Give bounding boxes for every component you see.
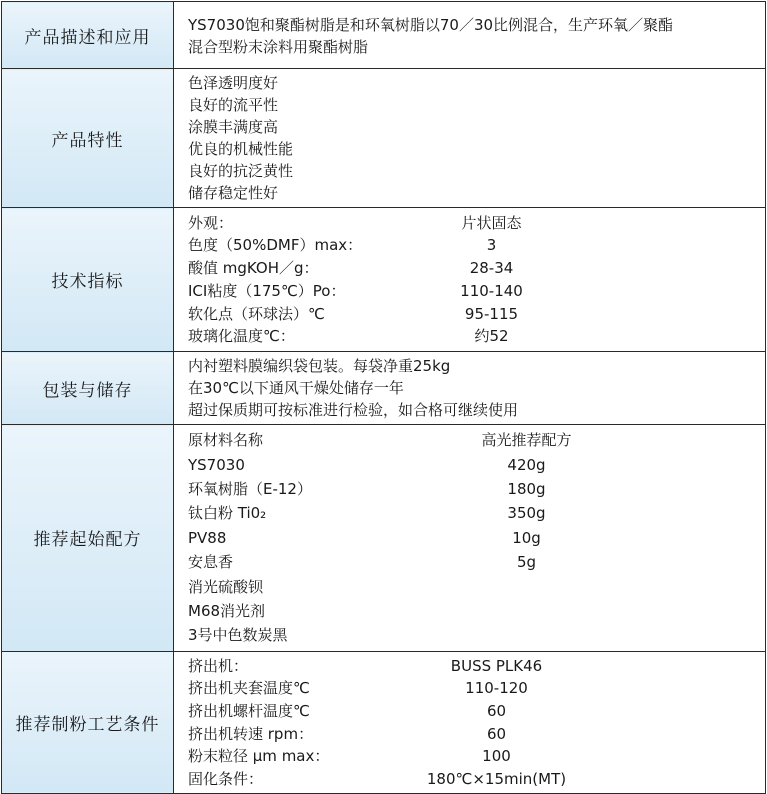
process-row bbox=[188, 700, 755, 723]
process-row bbox=[188, 745, 755, 768]
process-value: 100 bbox=[482, 747, 511, 766]
label-formula: 推荐起始配方 bbox=[2, 425, 174, 652]
tech-row bbox=[188, 257, 755, 280]
row-technical bbox=[2, 208, 766, 352]
process-value: 180℃×15min(MT) bbox=[426, 769, 567, 788]
label-features: 产品特性 bbox=[2, 69, 174, 208]
feature-item: 良好的抗泛黄性 bbox=[188, 162, 294, 180]
formula-key: YS7030 bbox=[188, 455, 245, 474]
formula-row bbox=[188, 526, 755, 550]
tech-key: 玻璃化温度℃： bbox=[188, 327, 295, 346]
description-line: 混合型粉末涂料用聚酯树脂 bbox=[188, 38, 369, 56]
feature-item: 色泽透明度好 bbox=[188, 74, 279, 92]
process-row bbox=[188, 722, 755, 745]
tech-key: 色度（50%DMF）max： bbox=[188, 236, 363, 255]
formula-value: 5g bbox=[516, 553, 537, 572]
process-key: 挤出机螺杆温度℃ bbox=[188, 702, 310, 720]
tech-value: 110-140 bbox=[460, 281, 523, 300]
packaging-line: 内衬塑料膜编织袋包装。每袋净重25kg bbox=[188, 357, 451, 375]
tech-value: 28-34 bbox=[469, 259, 514, 278]
row-packaging bbox=[2, 352, 766, 425]
row-description bbox=[2, 2, 766, 69]
formula-key: M68消光剂 bbox=[188, 601, 266, 620]
feature-item: 涂膜丰满度高 bbox=[188, 118, 279, 136]
formula-row bbox=[188, 452, 755, 476]
tech-row bbox=[188, 302, 755, 325]
formula-value: 350g bbox=[507, 504, 546, 523]
tech-row bbox=[188, 234, 755, 257]
label-packaging: 包装与储存 bbox=[2, 352, 174, 425]
row-features bbox=[2, 69, 766, 208]
feature-item: 良好的流平性 bbox=[188, 96, 279, 114]
formula-key: 3号中色数炭黑 bbox=[188, 626, 288, 645]
formula-row bbox=[188, 428, 755, 452]
formula-row bbox=[188, 599, 755, 623]
formula-key: 钛白粉 Ti0₂ bbox=[188, 504, 267, 523]
formula-row bbox=[188, 623, 755, 647]
label-description: 产品描述和应用 bbox=[2, 2, 174, 69]
formula-row bbox=[188, 550, 755, 574]
tech-key: 酸值 mgKOH／g： bbox=[188, 259, 319, 278]
formula-value: 高光推荐配方 bbox=[481, 431, 572, 450]
content-technical bbox=[174, 208, 766, 352]
process-row bbox=[188, 677, 755, 700]
formula-row bbox=[188, 477, 755, 501]
tech-value: 约52 bbox=[474, 327, 509, 346]
process-value: 110-120 bbox=[465, 679, 528, 698]
content-packaging bbox=[174, 352, 766, 425]
formula-key: 消光硫酸钡 bbox=[188, 577, 264, 596]
tech-row bbox=[188, 211, 755, 234]
tech-key: 外观： bbox=[188, 213, 234, 232]
formula-value: 180g bbox=[507, 479, 546, 498]
tech-row bbox=[188, 325, 755, 348]
tech-key: ICI粘度（175℃）Po： bbox=[188, 281, 346, 300]
tech-value: 片状固态 bbox=[461, 213, 522, 232]
formula-key: PV88 bbox=[188, 528, 227, 547]
tech-value: 95-115 bbox=[464, 304, 519, 323]
process-key: 挤出机夹套温度℃ bbox=[188, 679, 310, 698]
feature-item: 优良的机械性能 bbox=[188, 140, 294, 158]
process-value: BUSS PLK46 bbox=[450, 656, 543, 675]
formula-key: 原材料名称 bbox=[188, 431, 264, 450]
process-key: 固化条件： bbox=[188, 769, 264, 788]
tech-value: 3 bbox=[486, 236, 497, 255]
packaging-line: 在30℃以下通风干燥处储存一年 bbox=[188, 379, 404, 397]
packaging-line: 超过保质期可按标准进行检验，如合格可继续使用 bbox=[188, 401, 519, 419]
process-value: 60 bbox=[486, 724, 507, 743]
process-value: 60 bbox=[486, 702, 507, 720]
spec-table bbox=[1, 1, 766, 794]
feature-item: 储存稳定性好 bbox=[188, 184, 279, 202]
content-process bbox=[174, 651, 766, 794]
label-technical: 技术指标 bbox=[2, 208, 174, 352]
formula-key: 环氧树脂（E-12） bbox=[188, 479, 312, 498]
content-features bbox=[174, 69, 766, 208]
row-formula bbox=[2, 425, 766, 652]
formula-value: 420g bbox=[507, 455, 546, 474]
content-description bbox=[174, 2, 766, 69]
process-key: 挤出机转速 rpm： bbox=[188, 724, 314, 743]
tech-key: 软化点（环球法）℃ bbox=[188, 304, 325, 323]
row-process bbox=[2, 651, 766, 794]
label-process: 推荐制粉工艺条件 bbox=[2, 651, 174, 794]
formula-row bbox=[188, 501, 755, 525]
formula-value: 10g bbox=[512, 528, 541, 547]
content-formula bbox=[174, 425, 766, 652]
process-key: 粉末粒径 µm max： bbox=[188, 747, 330, 766]
tech-row bbox=[188, 280, 755, 303]
formula-key: 安息香 bbox=[188, 553, 234, 572]
process-key: 挤出机： bbox=[188, 656, 249, 675]
description-line: YS7030饱和聚酯树脂是和环氧树脂以70／30比例混合，生产环氧／聚酯 bbox=[188, 16, 674, 34]
process-row bbox=[188, 655, 755, 678]
formula-row bbox=[188, 574, 755, 598]
